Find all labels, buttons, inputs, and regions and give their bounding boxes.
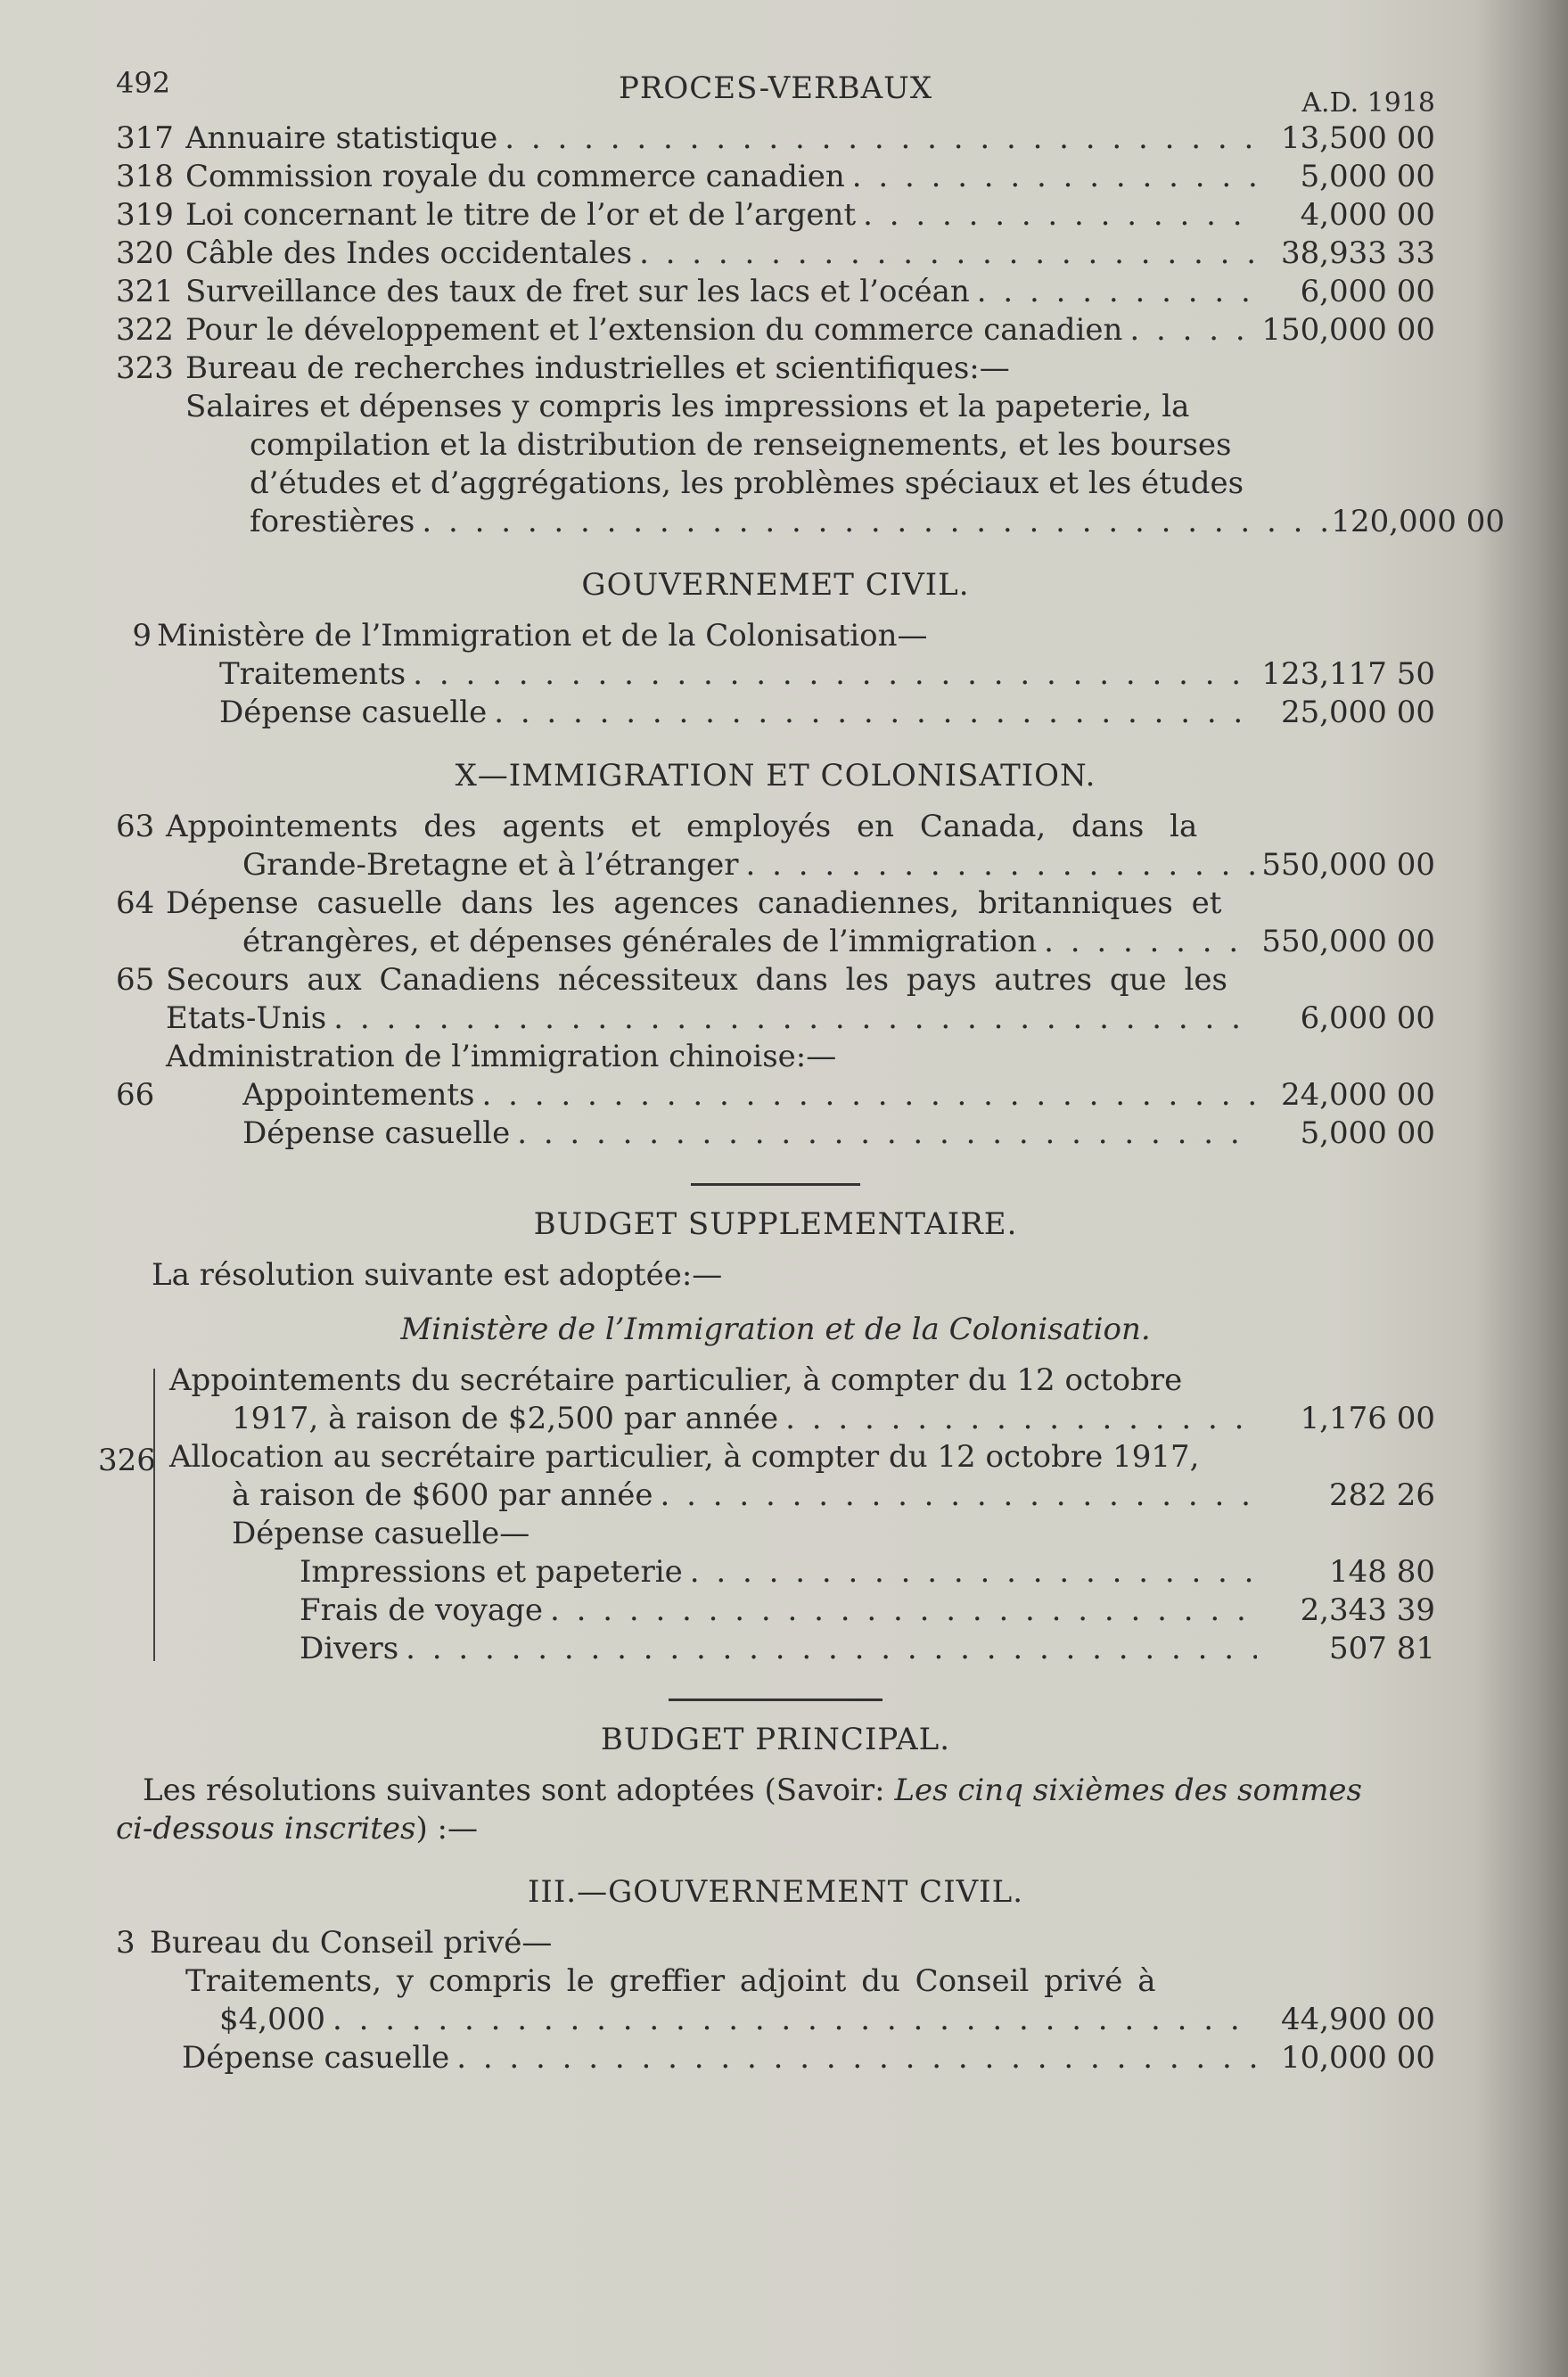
entry-text: Secours aux Canadiens nécessiteux dans les pays autres que les (166, 962, 1227, 998)
entry-number: 322 (116, 312, 174, 348)
intro-text: Les résolutions suivantes sont adoptées (Savoir: (143, 1772, 895, 1808)
page-header (116, 53, 1435, 119)
intro-italic: ci-dessous inscrites (116, 1811, 416, 1846)
detail-last-line (185, 503, 1505, 541)
entry-amount: 4,000 00 (1300, 197, 1435, 233)
entry-text: Allocation au secrétaire particulier, à compter du 12 octobre 1917, (169, 1439, 1200, 1475)
entry-text: Commission royale du commerce canadien (185, 159, 845, 194)
entry-amount: 25,000 00 (1280, 695, 1435, 730)
entry-text: Dépense casuelle— (232, 1516, 530, 1551)
section-heading: BUDGET SUPPLEMENTAIRE. (533, 1206, 1018, 1242)
entry-amount: 38,933 33 (1280, 235, 1435, 271)
entry-number: 65 (116, 962, 155, 998)
entry-3 (116, 1924, 1435, 1962)
entry-320 (116, 234, 1435, 273)
detail-line: d’études et d’aggrégations, les problèmes spéciaux et les études (250, 465, 1244, 501)
entry-326-item (169, 1592, 1435, 1630)
entry-amount: 1,176 00 (1300, 1401, 1435, 1436)
entry-amount: 6,000 00 (1300, 274, 1435, 309)
civil-item (116, 655, 1435, 694)
entry-number: 326 (98, 1443, 156, 1478)
section-immigration (116, 808, 1435, 1153)
entry-amount: 120,000 00 (1331, 504, 1505, 539)
entry-text: Annuaire statistique (185, 120, 498, 156)
civil-item (116, 694, 1435, 732)
entry-amount: 150,000 00 (1261, 312, 1435, 348)
entry-amount: 550,000 00 (1261, 847, 1435, 883)
entry-64 (116, 884, 1435, 923)
section-supplementary (98, 1256, 1435, 1668)
entry-text: Surveillance des taux de fret sur les lacs et l’océan (185, 274, 970, 309)
page-title: PROCES-VERBAUX (618, 70, 933, 106)
year: A.D. 1918 (1301, 87, 1435, 119)
entry-amount: 5,000 00 (1300, 1115, 1435, 1151)
detail-line: Salaires et dépenses y compris les impressions et la papeterie, la (185, 389, 1190, 424)
entry-323 (116, 350, 1435, 388)
entry-amount: 13,500 00 (1280, 120, 1435, 156)
entry-text: Câble des Indes occidentales (185, 235, 633, 271)
entry-text: 1917, à raison de $2,500 par année (232, 1401, 779, 1436)
item-text: Frais de voyage (300, 1592, 543, 1628)
entry-66-cont (116, 1114, 1435, 1153)
admin-subheading: Administration de l’immigration chinoise:— (166, 1039, 837, 1074)
entry-64-cont (116, 923, 1435, 961)
entry-number: 321 (116, 274, 174, 309)
entry-amount: 2,343 39 (1300, 1592, 1435, 1628)
divider-rule (691, 1183, 860, 1186)
page-number: 492 (116, 66, 171, 100)
entry-text: Pour le développement et l’extension du commerce canadien (185, 312, 1123, 348)
entry-319 (116, 196, 1435, 234)
entry-text: Bureau du Conseil privé— (150, 1925, 553, 1961)
ministry-title: Ministère de l’Immigration et de la Colonisation. (400, 1312, 1151, 1347)
entry-text: Dépense casuelle (242, 1115, 511, 1151)
entry-65 (116, 961, 1435, 999)
entry-number: 318 (116, 159, 174, 194)
entry-3-line (116, 2001, 1435, 2039)
entry-text: Loi concernant le titre de l’or et de l’argent (185, 197, 857, 233)
entry-text: Traitements, y compris le greffier adjoint du Conseil privé à (185, 1963, 1156, 1999)
resolution-intro: La résolution suivante est adoptée:— (152, 1257, 723, 1293)
entry-amount: 6,000 00 (1300, 1000, 1435, 1036)
entry-text: Grande-Bretagne et à l’étranger (242, 847, 739, 883)
entry-amount: 282 26 (1329, 1477, 1435, 1513)
resolution-intro-cont (116, 1810, 1435, 1848)
entry-text: Etats-Unis (166, 1000, 327, 1036)
entry-amount: 10,000 00 (1280, 2040, 1435, 2076)
entry-number: 64 (116, 885, 155, 921)
section-civil-2 (116, 1924, 1435, 2077)
entry-text: à raison de $600 par année (232, 1477, 653, 1513)
entry-number: 323 (116, 350, 174, 386)
item-text: Divers (300, 1631, 399, 1666)
entry-318 (116, 158, 1435, 196)
divider-rule (669, 1698, 883, 1701)
entry-number: 319 (116, 197, 174, 233)
entry-text: $4,000 (219, 2002, 325, 2037)
entry-326-item (169, 1553, 1435, 1592)
entry-326 (98, 1361, 1435, 1668)
entry-65-cont (116, 999, 1435, 1038)
section-civil (116, 617, 1435, 732)
entry-number: 317 (116, 120, 174, 156)
entry-amount: 507 81 (1329, 1631, 1435, 1666)
entry-text: Appointements (242, 1077, 475, 1113)
entry-text: Dépense casuelle dans les agences canadiennes, britanniques et (166, 885, 1222, 921)
intro-italic: Les cinq sixièmes des sommes (894, 1772, 1362, 1808)
entry-text: Ministère de l’Immigration et de la Colonisation— (157, 618, 928, 654)
entry-63 (116, 808, 1435, 846)
section-heading: X—IMMIGRATION ET COLONISATION. (455, 758, 1096, 794)
entry-9 (116, 617, 1435, 655)
entry-326-line (169, 1400, 1435, 1438)
section-entries-1 (116, 119, 1505, 541)
section-heading: GOUVERNEMET CIVIL. (581, 567, 970, 603)
entry-323-detail (116, 388, 1505, 541)
entry-317 (116, 119, 1435, 158)
entry-number: 320 (116, 235, 174, 271)
entry-326-line (169, 1476, 1435, 1515)
entry-321 (116, 273, 1435, 311)
document-body (98, 53, 1505, 2077)
entry-text: Appointements du secrétaire particulier, à compter du 12 octobre (169, 1362, 1183, 1398)
entry-326-item (169, 1630, 1435, 1668)
entry-63-cont (116, 846, 1435, 884)
entry-amount: 24,000 00 (1280, 1077, 1435, 1113)
entry-322 (116, 311, 1435, 350)
section-heading: BUDGET PRINCIPAL. (600, 1722, 951, 1757)
detail-line: compilation et la distribution de renseignements, et les bourses (250, 427, 1232, 463)
entry-amount: 123,117 50 (1261, 656, 1435, 692)
entry-text: Bureau de recherches industrielles et scientifiques:— (185, 350, 1010, 386)
entry-amount: 550,000 00 (1261, 924, 1435, 959)
resolution-intro (116, 1772, 1435, 1810)
intro-text: ) :— (415, 1811, 478, 1846)
entry-number: 63 (116, 809, 155, 844)
entry-text: Dépense casuelle (182, 2040, 450, 2076)
entry-amount: 148 80 (1329, 1554, 1435, 1590)
entry-number: 3 (116, 1925, 135, 1961)
brace (153, 1369, 155, 1661)
section-heading: III.—GOUVERNEMENT CIVIL. (527, 1874, 1023, 1910)
item-text: Impressions et papeterie (300, 1554, 683, 1590)
entry-number: 66 (116, 1077, 155, 1113)
entry-66 (116, 1076, 1435, 1114)
entry-number: 9 (132, 618, 152, 654)
entry-amount: 5,000 00 (1300, 159, 1435, 194)
item-text: Dépense casuelle (219, 695, 488, 730)
item-text: Traitements (219, 656, 406, 692)
detail-line: forestières (250, 504, 415, 539)
entry-amount: 44,900 00 (1280, 2002, 1435, 2037)
entry-text: Appointements des agents et employés en Canada, dans la (166, 809, 1198, 844)
entry-3-line (116, 2039, 1435, 2077)
entry-text: étrangères, et dépenses générales de l’immigration (242, 924, 1038, 959)
